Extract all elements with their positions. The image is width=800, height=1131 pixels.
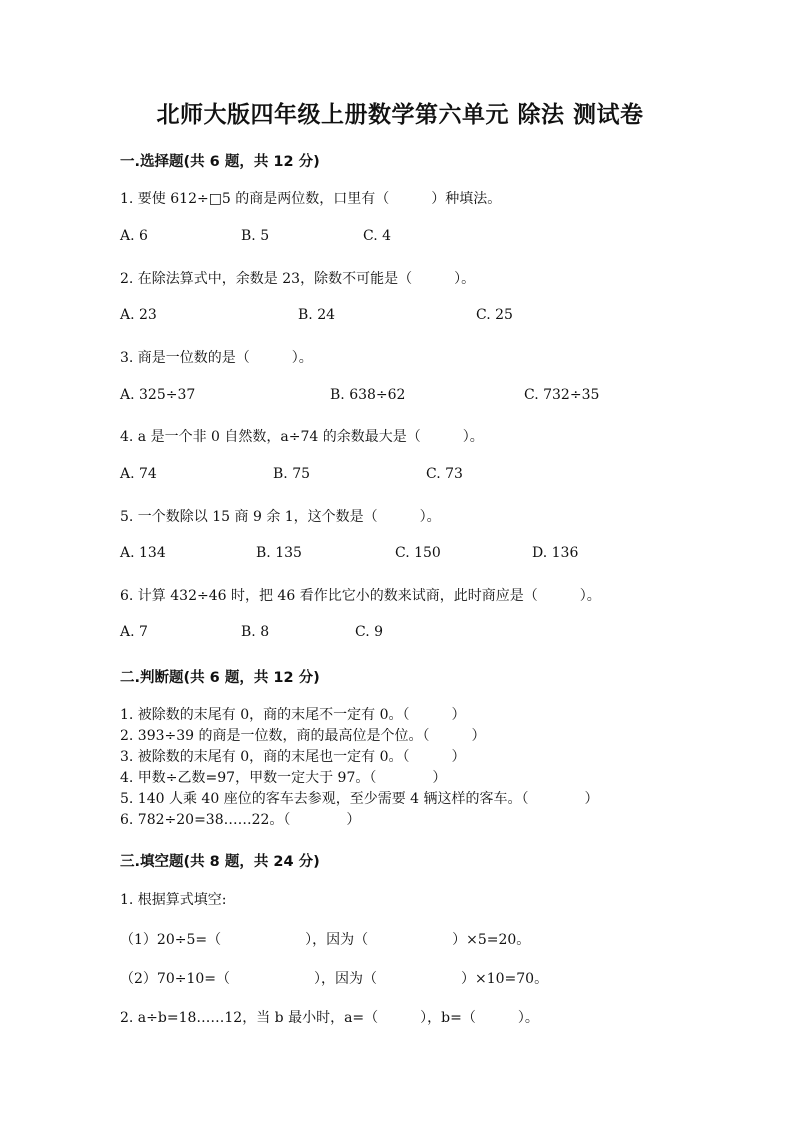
choice-4-option-a: A. 74 [120,466,157,482]
choice-3-option-a: A. 325÷37 [120,387,196,403]
fill-question-1: 1. 根据算式填空: [120,892,227,908]
choice-5-option-c: C. 150 [395,545,441,561]
section-heading-choice: 一.选择题(共 6 题，共 12 分) [120,154,320,170]
choice-3-option-c: C. 732÷35 [524,387,600,403]
choice-question-6: 6. 计算 432÷46 时，把 46 看作比它小的数来试商，此时商应是（ ）。 [120,588,601,604]
choice-6-option-c: C. 9 [355,624,384,640]
choice-question-4: 4. a 是一个非 0 自然数，a÷74 的余数最大是（ ）。 [120,429,484,445]
judgement-item-1: 1. 被除数的末尾有 0，商的末尾不一定有 0。（ ） [120,707,466,723]
choice-6-option-b: B. 8 [241,624,270,640]
choice-6-option-a: A. 7 [120,624,148,640]
fill-question-2: 2. a÷b=18……12，当 b 最小时，a=（ ），b=（ ）。 [120,1010,539,1026]
choice-5-option-d: D. 136 [532,545,579,561]
section-heading-judgement: 二.判断题(共 6 题，共 12 分) [120,670,320,686]
choice-2-option-c: C. 25 [476,307,513,323]
judgement-item-5: 5. 140 人乘 40 座位的客车去参观，至少需要 4 辆这样的客车。（ ） [120,791,599,807]
choice-5-option-b: B. 135 [256,545,302,561]
choice-question-1: 1. 要使 612÷□5 的商是两位数，口里有（ ）种填法。 [120,191,502,207]
choice-3-option-b: B. 638÷62 [330,387,406,403]
judgement-item-3: 3. 被除数的末尾有 0，商的末尾也一定有 0。（ ） [120,749,466,765]
choice-question-5: 5. 一个数除以 15 商 9 余 1，这个数是（ ）。 [120,509,441,525]
fill-question-1-part-1: （1）20÷5=（ ），因为（ ）×5=20。 [120,932,531,948]
judgement-item-6: 6. 782÷20=38……22。（ ） [120,812,361,828]
choice-1-option-c: C. 4 [363,228,392,244]
choice-1-option-b: B. 5 [241,228,270,244]
choice-2-option-b: B. 24 [298,307,336,323]
choice-2-option-a: A. 23 [120,307,157,323]
choice-question-3: 3. 商是一位数的是（ ）。 [120,350,313,366]
choice-5-option-a: A. 134 [120,545,166,561]
choice-question-2: 2. 在除法算式中，余数是 23，除数不可能是（ ）。 [120,271,476,287]
choice-1-option-a: A. 6 [120,228,148,244]
fill-question-1-part-2: （2）70÷10=（ ），因为（ ）×10=70。 [120,971,549,987]
section-heading-fill-blank: 三.填空题(共 8 题，共 24 分) [120,854,320,870]
judgement-item-2: 2. 393÷39 的商是一位数，商的最高位是个位。（ ） [120,728,486,744]
choice-4-option-b: B. 75 [273,466,311,482]
page-title: 北师大版四年级上册数学第六单元 除法 测试卷 [156,102,644,128]
choice-4-option-c: C. 73 [426,466,463,482]
judgement-item-4: 4. 甲数÷乙数=97，甲数一定大于 97。（ ） [120,770,447,786]
